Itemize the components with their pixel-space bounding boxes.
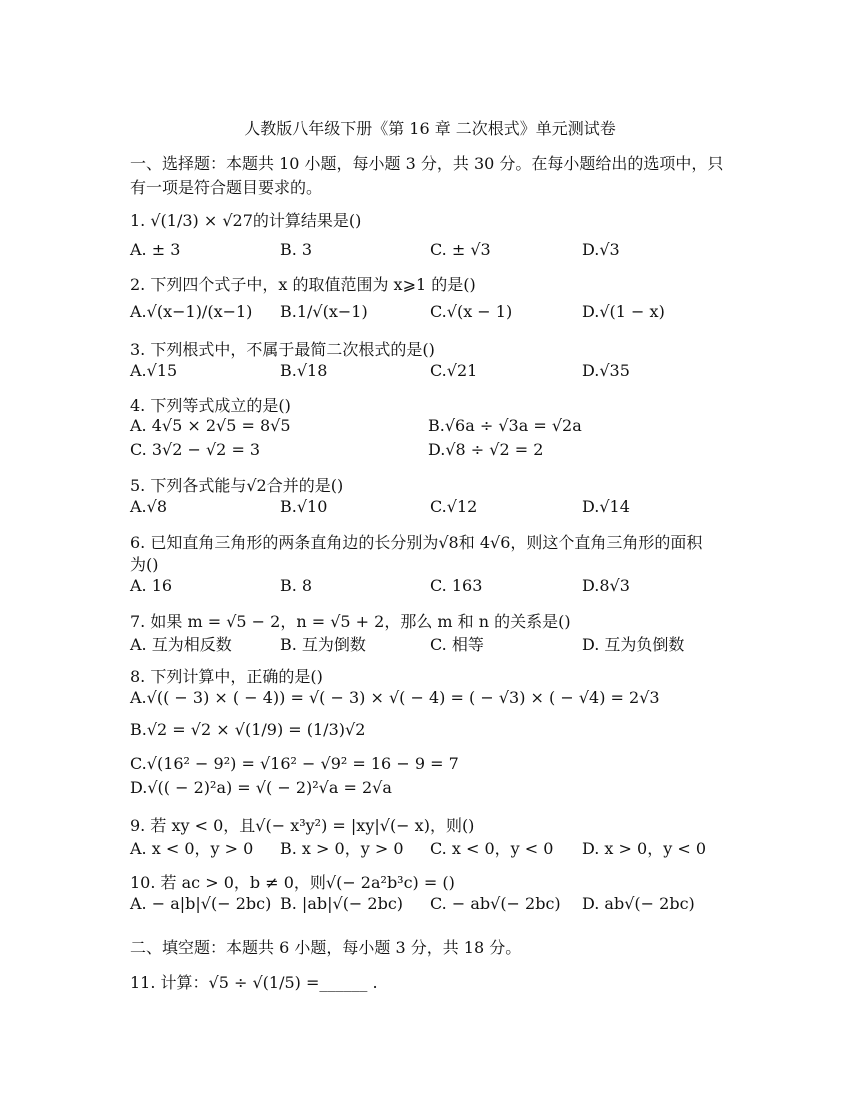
section1-heading: 一、选择题：本题共 10 小题，每小题 3 分，共 30 分。在每小题给出的选项中，只有一项是符合题目要求的。 [130,154,724,197]
option-c[interactable]: C. x < 0，y < 0 [430,839,554,858]
option-d[interactable]: D.√(( − 2)²a) = √( − 2)²√a = 2√a [130,778,392,797]
option-a[interactable]: A.√15 [130,361,178,380]
option-a[interactable]: A.√(( − 3) × ( − 4)) = √( − 3) × √( − 4) = ( − √3) × ( − √4) = 2√3 [130,688,660,707]
question-5-stem: 5. 下列各式能与√2合并的是() [130,476,344,495]
option-a[interactable]: A. 16 [130,576,173,595]
option-a[interactable]: A. 4√5 × 2√5 = 8√5 [130,416,291,435]
question-1-options [130,240,740,264]
question-7-stem: 7. 如果 m = √5 − 2，n = √5 + 2，那么 m 和 n 的关系是() [130,612,571,631]
option-a[interactable]: A. − a|b|√(− 2bc) [130,894,272,913]
option-b[interactable]: B. 3 [280,240,313,259]
option-c[interactable]: C. 3√2 − √2 = 3 [130,440,261,459]
section2-heading: 二、填空题：本题共 6 小题，每小题 3 分，共 18 分。 [130,938,522,957]
option-b[interactable]: B.√10 [280,497,328,516]
option-b[interactable]: B.√18 [280,361,328,380]
question-10-options [130,894,740,918]
option-b[interactable]: B. |ab|√(− 2bc) [280,894,404,913]
question-6-stem-line2: 为() [130,555,159,574]
option-c[interactable]: C. 163 [430,576,483,595]
question-6-stem-line1: 6. 已知直角三角形的两条直角边的长分别为√8和 4√6，则这个直角三角形的面积 [130,533,703,552]
option-b[interactable]: B. 互为倒数 [280,635,366,654]
option-d[interactable]: D. 互为负倒数 [582,635,685,654]
option-a[interactable]: A. ± 3 [130,240,181,259]
question-4-options-row2 [130,440,740,464]
question-9-stem: 9. 若 xy < 0，且√(− x³y²) = |xy|√(− x)，则() [130,816,475,835]
question-7-options [130,632,740,656]
question-11-stem: 11. 计算：√5 ÷ √(1/5) =______ . [130,973,378,992]
option-d[interactable]: D.√14 [582,497,630,516]
option-c[interactable]: C. ± √3 [430,240,491,259]
option-a[interactable]: A.√8 [130,497,168,516]
question-5-options [130,497,740,521]
option-a[interactable]: A.√(x−1)/(x−1) [130,302,253,321]
option-a[interactable]: A. x < 0，y > 0 [130,839,254,858]
option-d[interactable]: D. x > 0，y < 0 [582,839,707,858]
option-a[interactable]: A. 互为相反数 [130,635,232,654]
option-d[interactable]: D.√35 [582,361,630,380]
option-b[interactable]: B.1/√(x−1) [280,302,368,321]
option-b[interactable]: B.√2 = √2 × √(1/9) = (1/3)√2 [130,720,366,739]
page-title: 人教版八年级下册《第 16 章 二次根式》单元测试卷 [244,119,616,138]
option-c[interactable]: C.√(x − 1) [430,302,513,321]
option-d[interactable]: D.√3 [582,240,620,259]
question-3-options [130,361,740,385]
option-c[interactable]: C. − ab√(− 2bc) [430,894,561,913]
question-4-stem: 4. 下列等式成立的是() [130,396,291,415]
option-c[interactable]: C.√21 [430,361,478,380]
question-2-options [130,302,740,326]
question-2-stem: 2. 下列四个式子中，x 的取值范围为 x⩾1 的是() [130,275,476,294]
option-c[interactable]: C.√(16² − 9²) = √16² − √9² = 16 − 9 = 7 [130,754,459,773]
option-b[interactable]: B.√6a ÷ √3a = √2a [428,416,582,435]
option-c[interactable]: C. 相等 [430,635,484,654]
question-4-options-row1 [130,416,740,440]
question-8-stem: 8. 下列计算中，正确的是() [130,667,323,686]
question-1-stem: 1. √(1/3) × √27的计算结果是() [130,211,362,230]
option-d[interactable]: D. ab√(− 2bc) [582,894,695,913]
question-10-stem: 10. 若 ac > 0，b ≠ 0，则√(− 2a²b³c) = () [130,873,455,892]
option-b[interactable]: B. 8 [280,576,313,595]
option-d[interactable]: D.√(1 − x) [582,302,665,321]
option-d[interactable]: D.8√3 [582,576,630,595]
question-3-stem: 3. 下列根式中，不属于最简二次根式的是() [130,340,435,359]
option-b[interactable]: B. x > 0，y > 0 [280,839,404,858]
question-9-options [130,836,740,860]
option-c[interactable]: C.√12 [430,497,478,516]
question-6-options [130,576,740,600]
option-d[interactable]: D.√8 ÷ √2 = 2 [428,440,544,459]
